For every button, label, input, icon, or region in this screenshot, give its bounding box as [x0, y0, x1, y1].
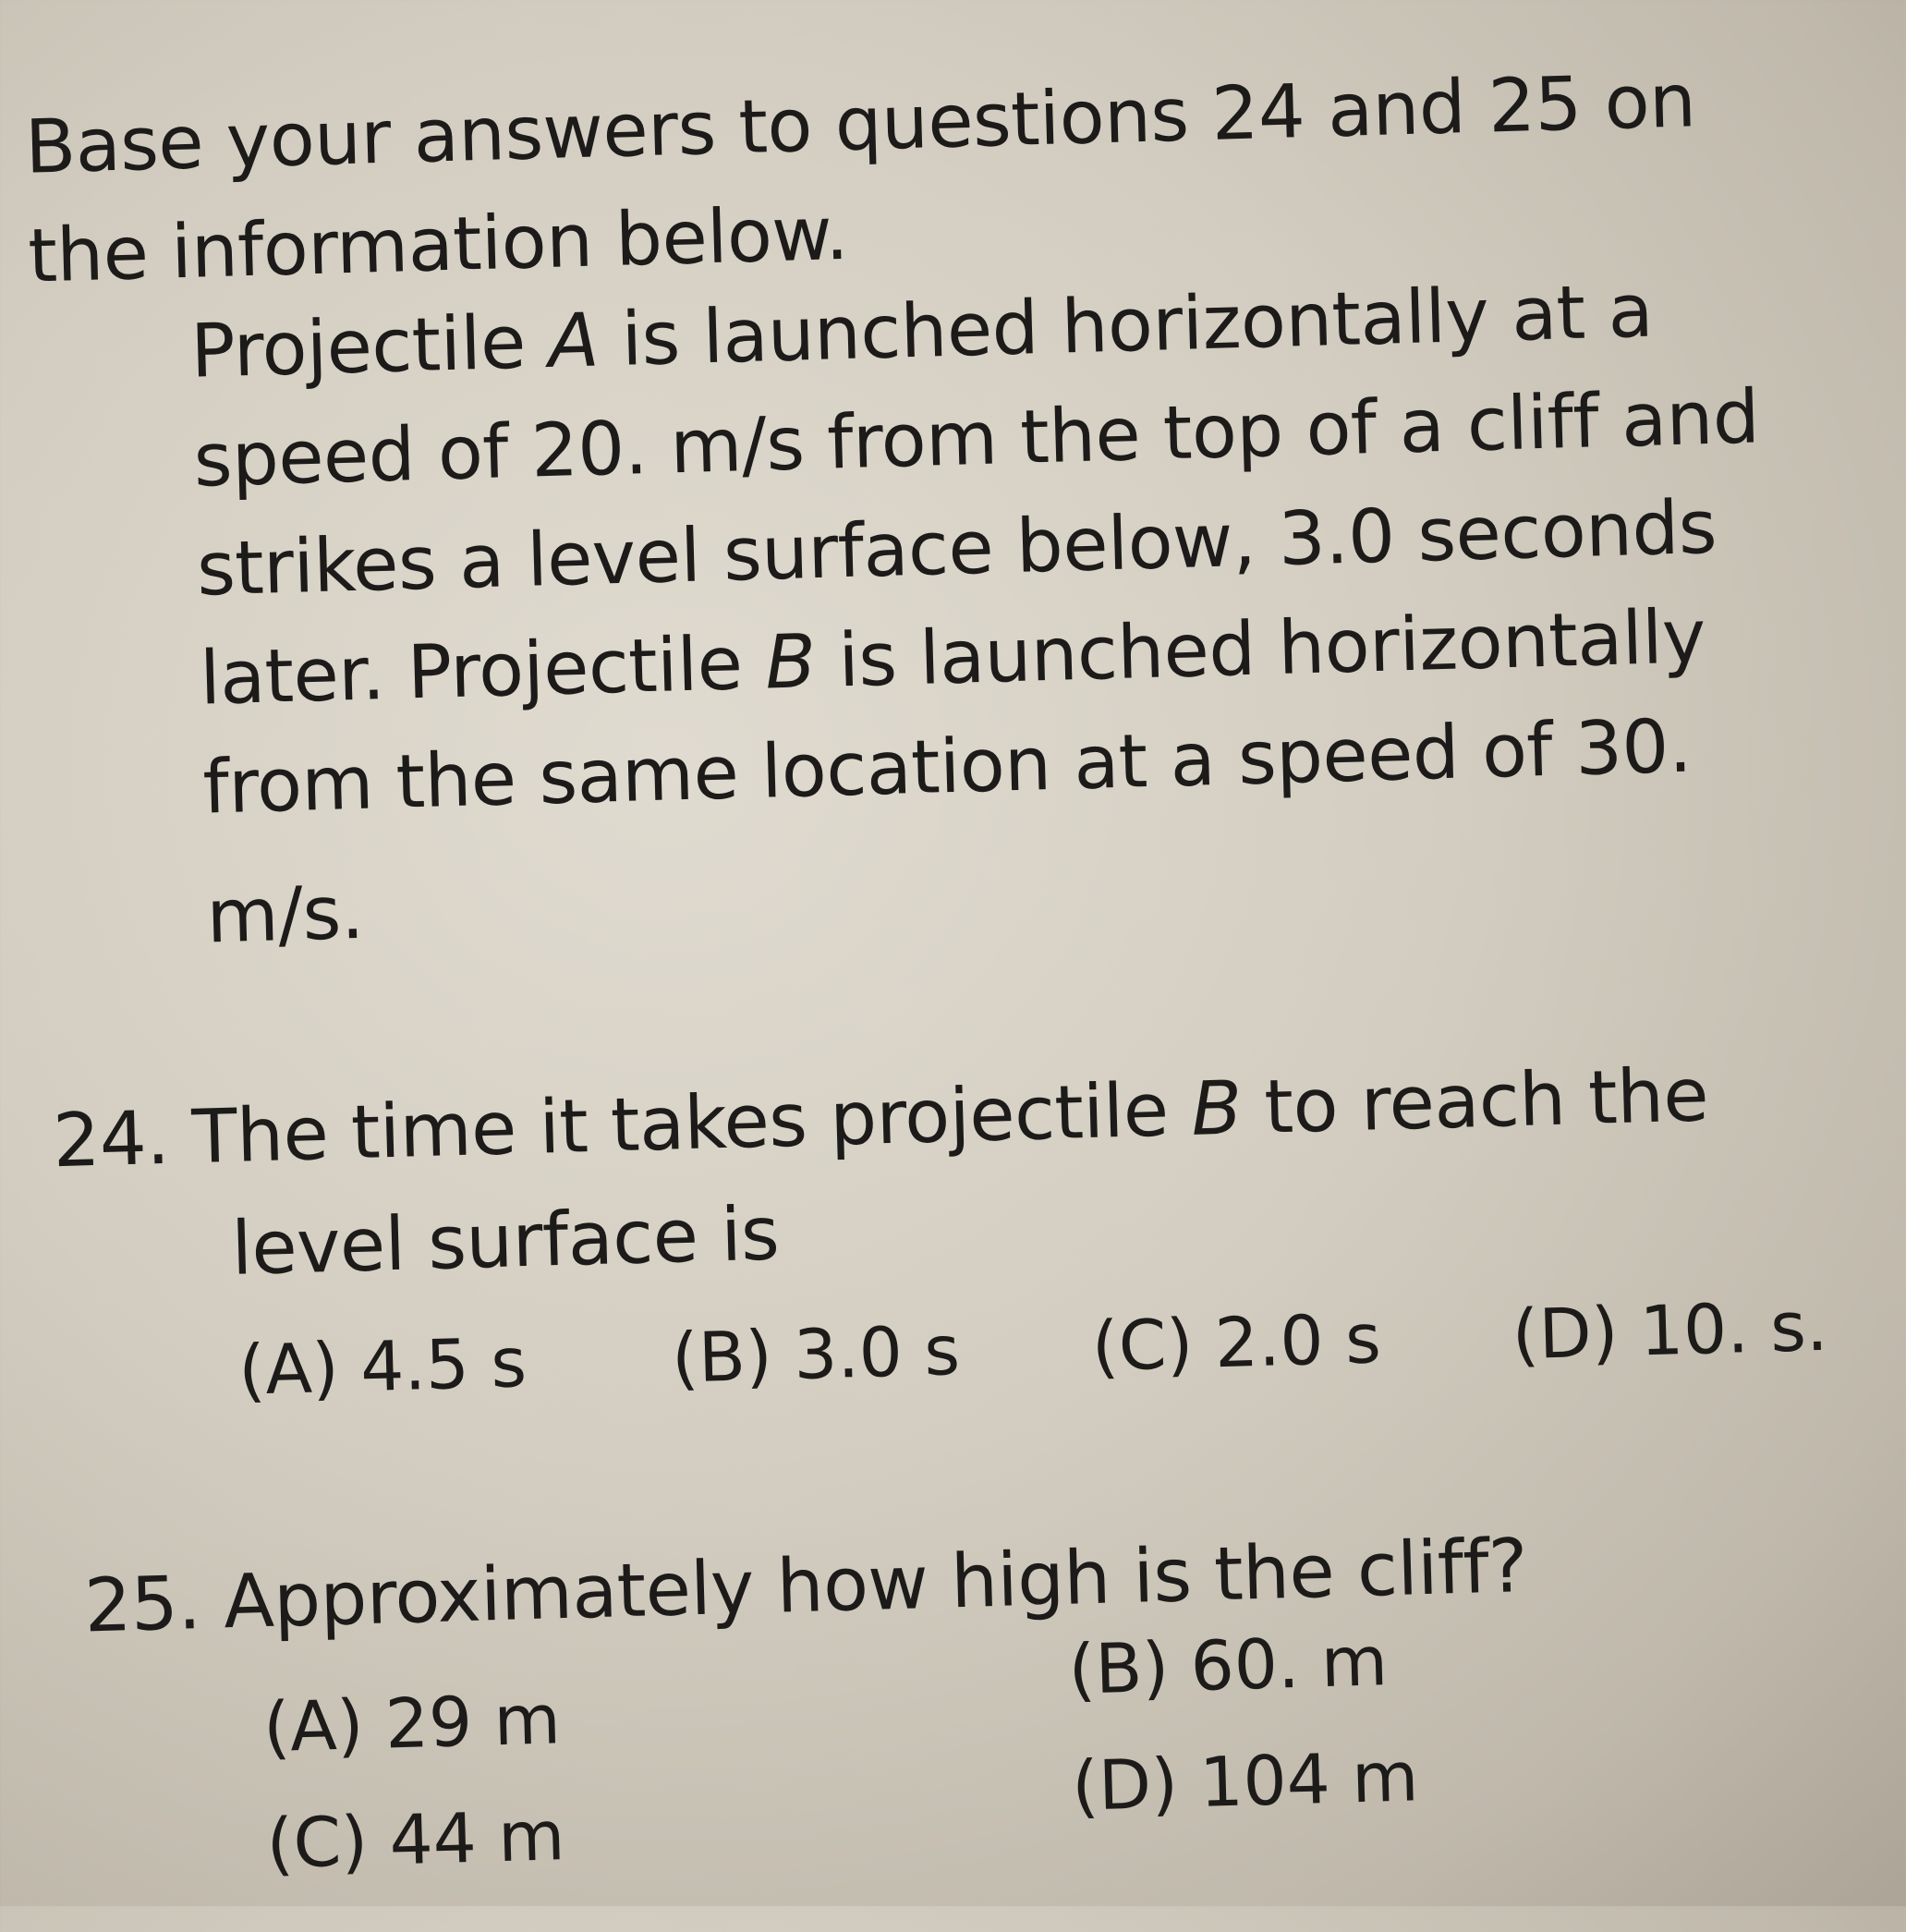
passage-line-2: speed of 20. m/s from the top of a cliff and: [192, 373, 1761, 504]
question-24-choice-b[interactable]: (B) 3.0 s: [670, 1310, 962, 1399]
question-24-choice-d[interactable]: (D) 10. s.: [1511, 1286, 1829, 1376]
passage-line-6: m/s.: [205, 869, 365, 960]
question-25-number: 25.: [83, 1560, 202, 1649]
passage-line-4-post: is launched horizontally: [814, 593, 1707, 705]
passage-line-1: [189, 267, 1655, 395]
passage-line-1-post: is launched horizontally at a: [597, 267, 1655, 383]
question-24-number: 24.: [51, 1094, 171, 1185]
passage-line-3: strikes a level surface below, 3.0 seconds: [195, 483, 1718, 613]
question-25-choice-d[interactable]: (D) 104 m: [1071, 1737, 1420, 1827]
passage-line-1-pre: Projectile: [189, 298, 550, 395]
intro-line-2: the information below.: [27, 189, 850, 299]
question-25-choice-a[interactable]: (A) 29 m: [261, 1680, 562, 1768]
variable-b: B: [763, 618, 817, 706]
question-24-choice-c[interactable]: (C) 2.0 s: [1090, 1299, 1382, 1387]
question-25-choice-c[interactable]: (C) 44 m: [265, 1796, 566, 1885]
question-25-stem-text: Approximately how high is the cliff?: [222, 1522, 1529, 1646]
passage-line-5: from the same location at a speed of 30.: [201, 702, 1693, 831]
question-24-variable-b: B: [1190, 1064, 1244, 1152]
passage-line-4-pre: later. Projectile: [199, 619, 767, 722]
question-24-stem-post: to reach the: [1240, 1051, 1710, 1151]
passage-line-4: [199, 593, 1707, 722]
question-25-choice-b[interactable]: (B) 60. m: [1067, 1622, 1390, 1710]
question-24-stem: [51, 1051, 1710, 1185]
variable-a: A: [547, 297, 601, 384]
question-24-stem-pre: The time it takes projectile: [190, 1065, 1193, 1181]
intro-line-1: Base your answers to questions 24 and 25 on: [23, 57, 1697, 190]
question-24-stem-line-2: level surface is: [230, 1190, 781, 1292]
question-24-choice-a[interactable]: (A) 4.5 s: [237, 1323, 528, 1411]
